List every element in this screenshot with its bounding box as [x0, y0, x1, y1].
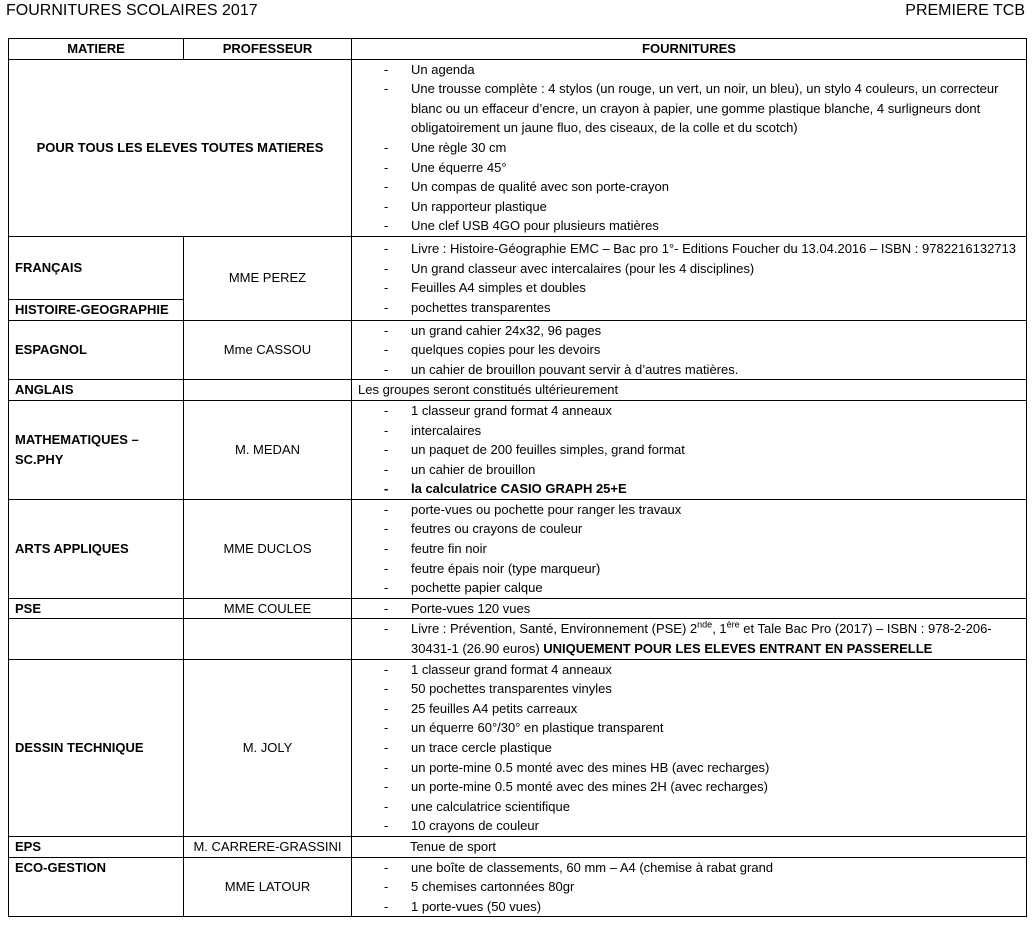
table-row-arts — [9, 499, 1027, 598]
table-row-francais — [9, 236, 1027, 299]
supply-list — [358, 660, 1020, 836]
list-item: - Une équerre 45° — [358, 158, 1020, 178]
teacher-cell: M. MEDAN — [184, 400, 352, 499]
subject-cell: DESSIN TECHNIQUE — [9, 659, 184, 836]
supply-list — [358, 858, 1020, 917]
table-row-maths — [9, 400, 1027, 499]
list-item: - Un compas de qualité avec son porte-crayon — [358, 177, 1020, 197]
supply-list — [358, 500, 1020, 598]
supplies-cell — [352, 59, 1027, 236]
list-item: - un cahier de brouillon — [358, 460, 1020, 480]
list-item: - Feuilles A4 simples et doubles — [358, 278, 1020, 298]
supplies-table — [8, 38, 1027, 917]
subject-cell: ESPAGNOL — [9, 320, 184, 380]
teacher-cell: MME COULEE — [184, 598, 352, 619]
list-item: - 1 classeur grand format 4 anneaux — [358, 660, 1020, 680]
list-item: - Un grand classeur avec intercalaires (pour les 4 disciplines) — [358, 259, 1020, 279]
list-item: - un trace cercle plastique — [358, 738, 1020, 758]
table-row-pse — [9, 598, 1027, 619]
document-title: FOURNITURES SCOLAIRES 2017 — [6, 2, 258, 19]
list-item: - 10 crayons de couleur — [358, 816, 1020, 836]
supplies-cell — [352, 320, 1027, 380]
list-item: - feutres ou crayons de couleur — [358, 519, 1020, 539]
table-row-eps — [9, 836, 1027, 857]
subject-cell: POUR TOUS LES ELEVES TOUTES MATIERES — [9, 59, 352, 236]
list-item: - intercalaires — [358, 421, 1020, 441]
subject-cell — [9, 619, 184, 659]
supply-list — [358, 321, 1020, 380]
table-row-pse-book — [9, 619, 1027, 659]
class-name: PREMIERE TCB — [905, 2, 1025, 19]
list-item: - Un rapporteur plastique — [358, 197, 1020, 217]
list-item: - Une règle 30 cm — [358, 138, 1020, 158]
list-item: - 25 feuilles A4 petits carreaux — [358, 699, 1020, 719]
table-row-eco — [9, 857, 1027, 917]
supplies-cell — [352, 598, 1027, 619]
list-item: - 1 classeur grand format 4 anneaux — [358, 401, 1020, 421]
supplies-cell: Les groupes seront constitués ultérieurement — [352, 380, 1027, 401]
teacher-cell — [184, 380, 352, 401]
teacher-cell: M. CARRERE-GRASSINI — [184, 836, 352, 857]
list-item: - une boîte de classements, 60 mm – A4 (chemise à rabat grand — [358, 858, 1020, 878]
subject-cell: ANGLAIS — [9, 380, 184, 401]
list-item: - un porte-mine 0.5 monté avec des mines HB (avec recharges) — [358, 758, 1020, 778]
list-item: - Livre : Histoire-Géographie EMC – Bac pro 1°- Editions Foucher du 13.04.2016 – ISBN : 9782216132713 — [358, 239, 1020, 259]
table-row-anglais — [9, 380, 1027, 401]
column-header-teacher: PROFESSEUR — [184, 39, 352, 60]
supplies-cell — [352, 236, 1027, 320]
supply-list — [358, 239, 1020, 317]
list-item: - 1 porte-vues (50 vues) — [358, 897, 1020, 917]
list-item: - Une trousse complète : 4 stylos (un rouge, un vert, un noir, un bleu), un stylo 4 couleurs, un correcteur blanc ou un effaceur d’encre, un crayon à papier, une gomme plastique blanche, 4 surligneurs dont obligatoirement un jaune fluo, des ciseaux, de la colle et du scotch) — [358, 79, 1020, 138]
list-item: - un porte-mine 0.5 monté avec des mines 2H (avec recharges) — [358, 777, 1020, 797]
list-item: - quelques copies pour les devoirs — [358, 340, 1020, 360]
subject-cell: PSE — [9, 598, 184, 619]
list-item: - Une clef USB 4GO pour plusieurs matières — [358, 216, 1020, 236]
list-item: - Livre : Prévention, Santé, Environnement (PSE) 2nde, 1ère et Tale Bac Pro (2017) – ISBN : 978-2-206-30431-1 (26.90 euros) UNIQUEMENT POUR LES ELEVES ENTRANT EN PASSERELLE — [358, 619, 1020, 658]
list-item: - porte-vues ou pochette pour ranger les travaux — [358, 500, 1020, 520]
table-row-general — [9, 59, 1027, 236]
list-item: - la calculatrice CASIO GRAPH 25+E — [358, 479, 1020, 499]
supplies-cell — [352, 659, 1027, 836]
teacher-cell: M. JOLY — [184, 659, 352, 836]
subject-cell: ECO-GESTION — [9, 857, 184, 917]
list-item: - pochette papier calque — [358, 578, 1020, 598]
list-item: - un équerre 60°/30° en plastique transparent — [358, 718, 1020, 738]
table-row-espagnol — [9, 320, 1027, 380]
header-row — [9, 39, 1027, 60]
subject-cell: FRANÇAIS — [9, 236, 184, 299]
teacher-cell: MME PEREZ — [184, 236, 352, 320]
subject-cell: HISTOIRE-GEOGRAPHIE — [9, 299, 184, 320]
list-item: - feutre fin noir — [358, 539, 1020, 559]
list-item: - 5 chemises cartonnées 80gr — [358, 877, 1020, 897]
table-row-dessin — [9, 659, 1027, 836]
supplies-cell — [352, 619, 1027, 659]
supplies-cell — [352, 400, 1027, 499]
teacher-cell: MME LATOUR — [184, 857, 352, 917]
list-item: - feutre épais noir (type marqueur) — [358, 559, 1020, 579]
supply-list — [358, 401, 1020, 479]
subject-cell: MATHEMATIQUES – SC.PHY — [9, 400, 184, 499]
subject-cell: ARTS APPLIQUES — [9, 499, 184, 598]
supplies-cell: Tenue de sport — [352, 836, 1027, 857]
list-item: - un paquet de 200 feuilles simples, grand format — [358, 440, 1020, 460]
teacher-cell — [184, 619, 352, 659]
list-item: - une calculatrice scientifique — [358, 797, 1020, 817]
teacher-cell: MME DUCLOS — [184, 499, 352, 598]
column-header-supplies: FOURNITURES — [352, 39, 1027, 60]
list-item: - un grand cahier 24x32, 96 pages — [358, 321, 1020, 341]
list-item: - pochettes transparentes — [358, 298, 1020, 318]
supply-list — [358, 599, 1020, 619]
list-item: - Porte-vues 120 vues — [358, 599, 1020, 619]
list-item: - un cahier de brouillon pouvant servir à d’autres matières. — [358, 360, 1020, 380]
supplies-cell — [352, 857, 1027, 917]
supply-list — [358, 60, 1020, 236]
supplies-cell — [352, 499, 1027, 598]
list-item: - Un agenda — [358, 60, 1020, 80]
column-header-subject: MATIERE — [9, 39, 184, 60]
list-item: - 50 pochettes transparentes vinyles — [358, 679, 1020, 699]
teacher-cell: Mme CASSOU — [184, 320, 352, 380]
subject-cell: EPS — [9, 836, 184, 857]
